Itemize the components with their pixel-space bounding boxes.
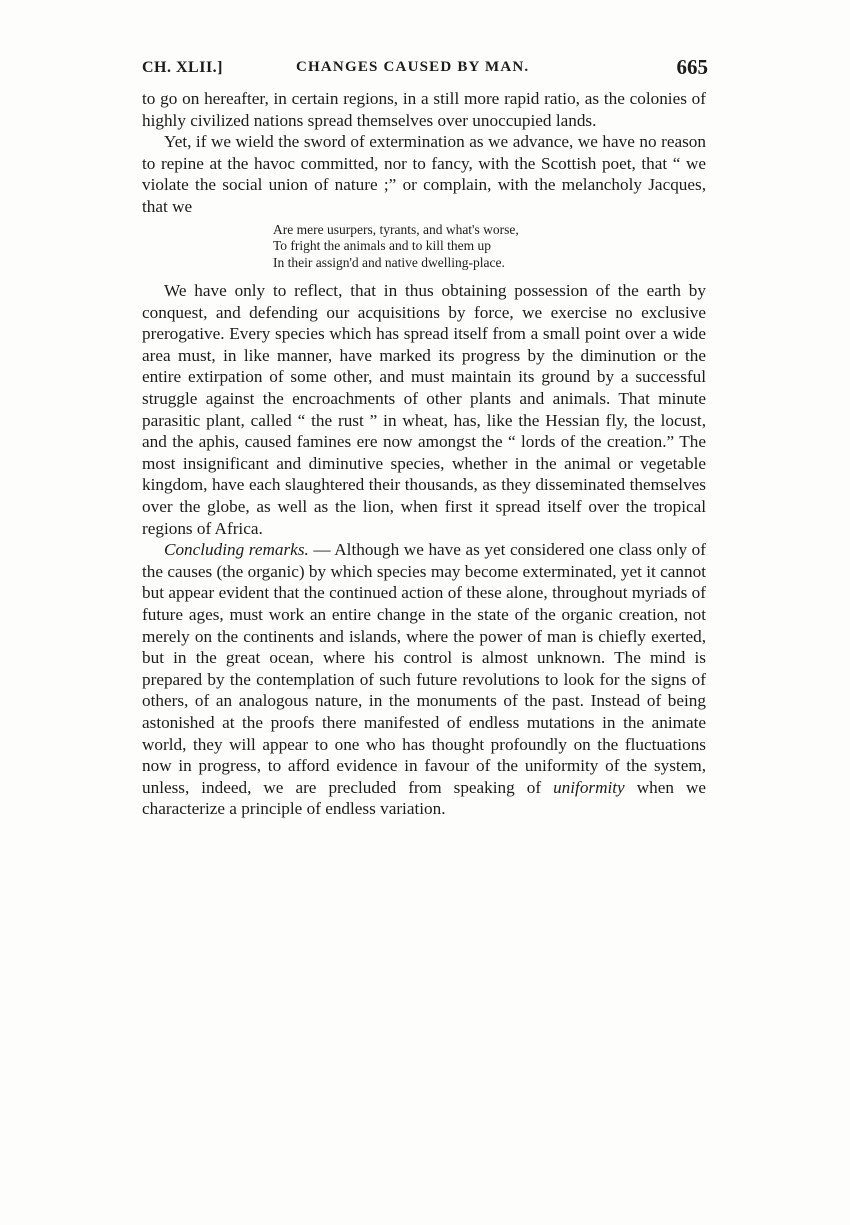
paragraph-extermination: Yet, if we wield the sword of extermination as we advance, we have no reason to repine at the havoc committed, nor to fancy, with the Scottish poet, that “ we violate the social union of nature ;” or complain, with the melancholy Jacques, that we: [142, 132, 706, 216]
running-header: [142, 55, 708, 85]
chapter-label: CH. XLII.]: [142, 59, 224, 76]
emphasis-uniformity: uniformity: [553, 777, 625, 797]
quote-line: To fright the animals and to kill them up: [273, 238, 492, 254]
body-text: [142, 88, 706, 820]
concluding-text-end: when we characterize a principle of endless variation.: [142, 777, 706, 819]
quote-line: Are mere usurpers, tyrants, and what's worse,: [273, 221, 519, 237]
running-title: CHANGES CAUSED BY MAN.: [296, 59, 530, 75]
heading-dash: —: [308, 540, 335, 560]
quote-line: In their assign'd and native dwelling-place.: [273, 254, 505, 270]
section-heading-concluding-remarks: Concluding remarks.: [164, 540, 309, 560]
verse-quotation: [273, 222, 706, 272]
paragraph-concluding-remarks: [142, 539, 706, 820]
paragraph-reflection: We have only to reflect, that in thus obtaining possession of the earth by conquest, and defending our acquisitions by force, we exercise no exclusive prerogative. Every species which has spread itself from a small point over a wide area must, in like manner, have marked its progress by the diminution or the entire extirpation of some other, and must maintain its ground by a successful struggle against the encroachments of other plants and animals. That minute parasitic plant, called “ the rust ” in wheat, has, like the Hessian fly, the locust, and the aphis, caused famines ere now amongst the “ lords of the creation.” The most insignificant and diminutive species, whether in the animal or vegetable kingdom, have each slaughtered their thousands, as they disseminated themselves over the globe, as well as the lion, when first it spread itself over the tropical regions of Africa.: [142, 281, 706, 538]
paragraph-continuation: to go on hereafter, in certain regions, in a still more rapid ratio, as the colonies of highly civilized nations spread themselves over unoccupied lands.: [142, 89, 706, 130]
page-number: 665: [676, 55, 708, 79]
concluding-text: Although we have as yet considered one class only of the causes (the organic) by which species may become exterminated, yet it cannot but appear evident that the continued action of these alone, throughout myriads of future ages, must work an entire change in the state of the organic creation, not merely on the continents and islands, where the power of man is chiefly exerted, but in the great ocean, where his control is almost unknown. The mind is prepared by the contemplation of such future revolutions to look for the signs of others, of an analogous nature, in the monuments of the past. Instead of being astonished at the proofs there manifested of endless mutations in the animate world, they will appear to one who has thought profoundly on the fluctuations now in progress, to afford evidence in favour of the uniformity of the system, unless, indeed, we are precluded from speaking of: [142, 540, 706, 797]
